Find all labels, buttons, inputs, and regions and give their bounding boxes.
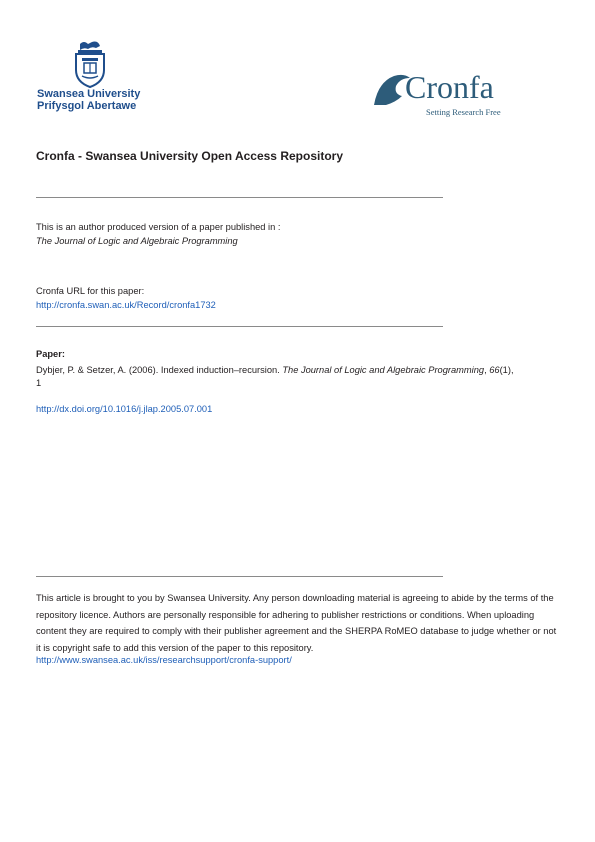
- cronfa-wordmark: Cronfa: [405, 69, 494, 105]
- swansea-university-logo: [30, 40, 160, 112]
- citation-sep: ,: [484, 365, 490, 375]
- disclaimer-text: This article is brought to you by Swansea University. Any person downloading material is agreeing to abide by the terms of the repository licence. Authors are personally responsible for adhering to publisher restrictions or conditions. When uploading content they are required to comply with their publisher agreement and the SHERPA RoMEO database to judge whether or not it is copyright safe to add this version of the paper to this repository.: [36, 593, 557, 653]
- doi-link[interactable]: http://dx.doi.org/10.1016/j.jlap.2005.07.001: [36, 404, 213, 414]
- cronfa-support-link[interactable]: http://www.swansea.ac.uk/iss/researchsupport/cronfa-support/: [36, 655, 292, 665]
- divider: [36, 197, 443, 198]
- citation-issue: (1),: [499, 365, 514, 375]
- page-title: Cronfa - Swansea University Open Access Repository: [36, 149, 343, 163]
- cronfa-logo: [372, 70, 522, 120]
- citation-journal: The Journal of Logic and Algebraic Programming: [282, 365, 485, 375]
- divider: [36, 576, 443, 577]
- journal-name: The Journal of Logic and Algebraic Programming: [36, 236, 238, 246]
- swansea-crest-icon: [72, 40, 108, 88]
- divider: [36, 326, 443, 327]
- cronfa-record-link[interactable]: http://cronfa.swan.ac.uk/Record/cronfa1732: [36, 300, 216, 310]
- swansea-name-welsh: Prifysgol Abertawe: [37, 100, 137, 112]
- citation-authors-title: Dybjer, P. & Setzer, A. (2006). Indexed induction–recursion.: [36, 365, 283, 375]
- citation-page: 1: [36, 378, 42, 388]
- citation: [36, 364, 561, 390]
- cronfa-tagline: Setting Research Free: [426, 107, 501, 117]
- cronfa-url-label: Cronfa URL for this paper:: [36, 286, 145, 296]
- intro-text: This is an author produced version of a paper published in :: [36, 222, 281, 232]
- swansea-name-english: Swansea University: [37, 88, 141, 100]
- citation-volume: 66: [489, 365, 500, 375]
- paper-label: Paper:: [36, 349, 65, 359]
